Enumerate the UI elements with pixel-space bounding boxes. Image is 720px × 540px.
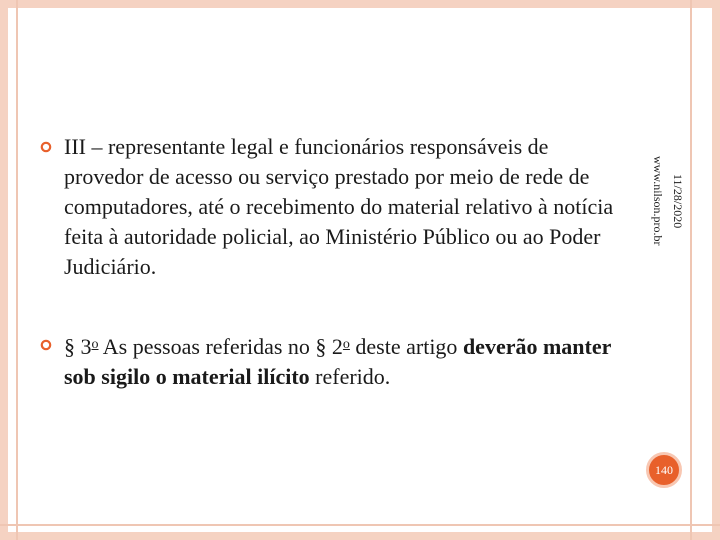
paragraph-section-3 [64, 330, 624, 392]
bottom-frame-line [0, 524, 720, 526]
left-frame-line [16, 0, 18, 540]
ring-bullet-icon [40, 141, 52, 153]
right-frame-line [690, 0, 692, 540]
ring-bullet-icon [40, 339, 52, 351]
paragraph-text: § 3 [64, 334, 92, 359]
paragraph-inciso-iii: III – representante legal e funcionários responsáveis de provedor de acesso ou serviço prestado por meio de rede de computadores, até o recebimento do material relativo à notícia feita à autoridade policial, ao Ministério Público ou ao Poder Judiciário. [64, 134, 614, 279]
paragraph-text: referido. [309, 364, 391, 389]
right-frame-stripe [712, 0, 720, 540]
ordinal-marker: o [342, 337, 350, 352]
page-number-badge [646, 452, 682, 488]
vertical-sidebar [651, 116, 688, 286]
ordinal-marker: o [91, 337, 99, 352]
top-frame-stripe [0, 0, 720, 8]
slide-date: 11/28/2020 [671, 173, 685, 229]
bold-emphasis: deverão manter sob sigilo o material ilícito [64, 334, 611, 389]
page-number: 140 [655, 462, 673, 477]
website-label: www.nilson.pro.br [651, 156, 665, 246]
paragraph-text: As pessoas referidas no § 2 [98, 334, 343, 359]
paragraph-text: deste artigo [349, 334, 463, 359]
left-frame-stripe [0, 0, 8, 540]
bottom-frame-stripe [0, 532, 720, 540]
